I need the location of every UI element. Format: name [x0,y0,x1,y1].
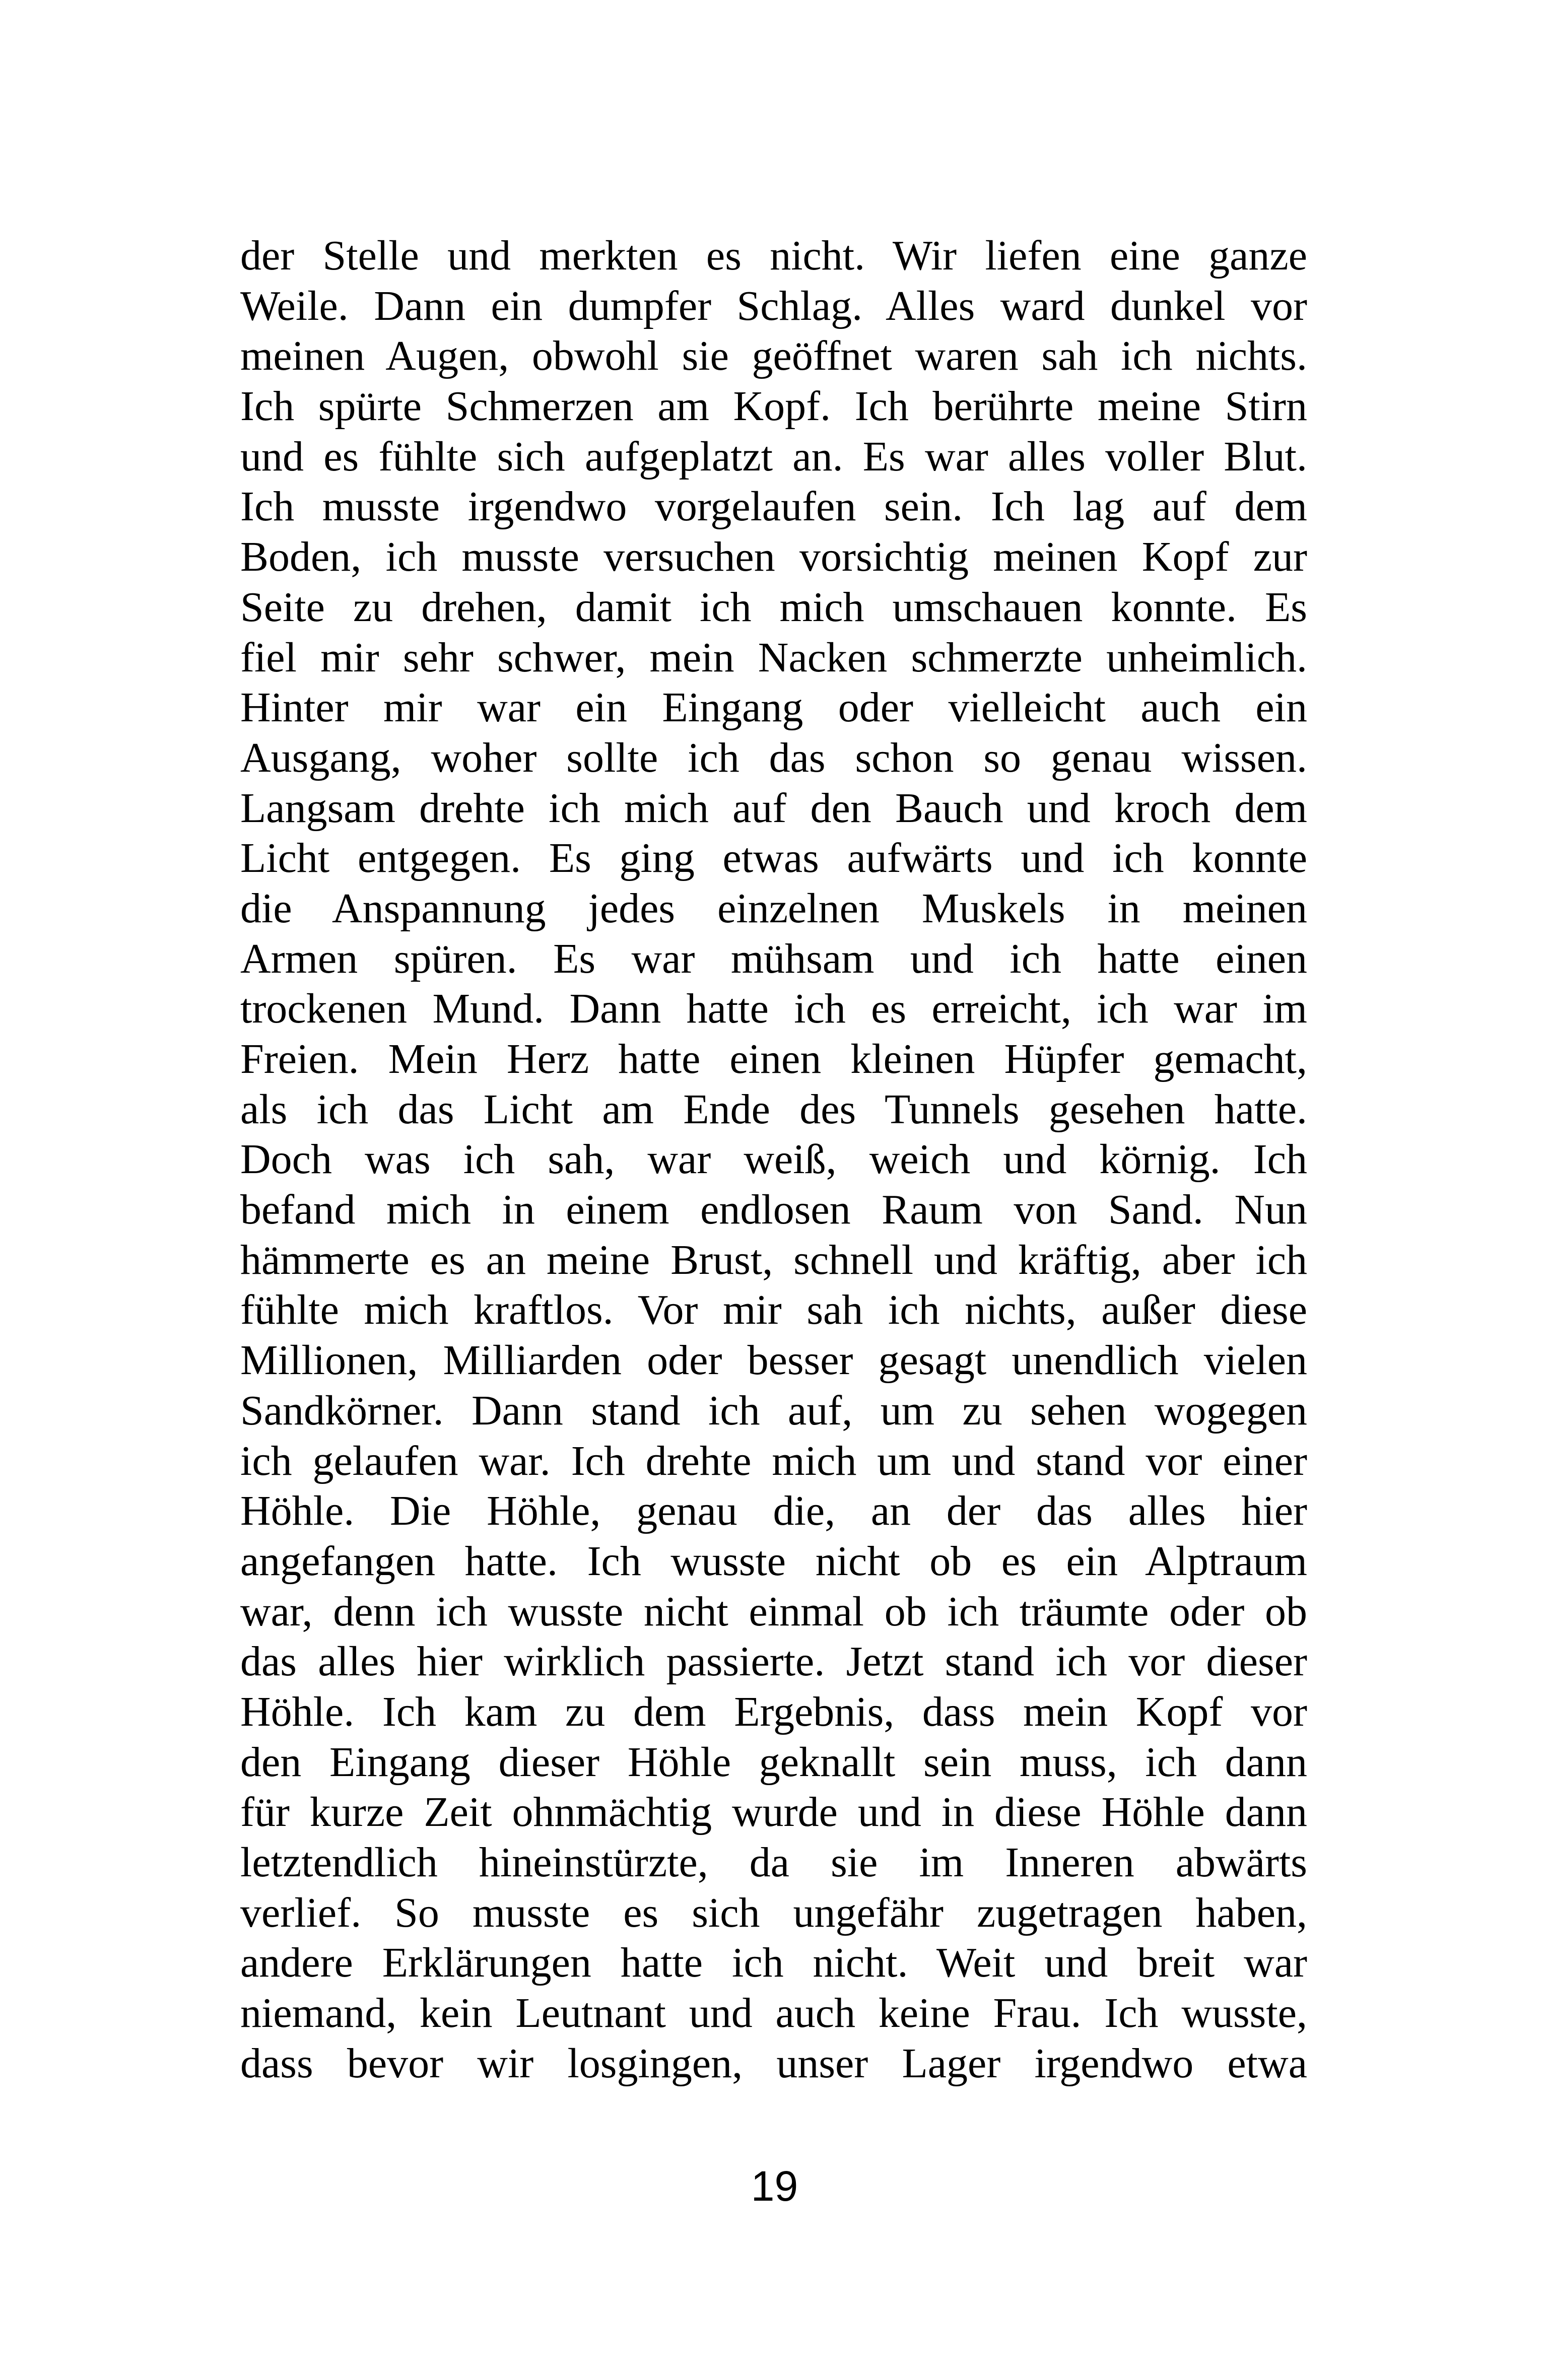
text-line: niemand, kein Leutnant und auch keine Frau. Ich wusste, [240,1990,1307,2037]
text-line: verlief. So musste es sich ungefähr zugetragen haben, [240,1889,1307,1936]
text-line: meinen Augen, obwohl sie geöffnet waren sah ich nichts. [240,332,1307,380]
text-line: fühlte mich kraftlos. Vor mir sah ich nichts, außer diese [240,1286,1307,1334]
text-line: Freien. Mein Herz hatte einen kleinen Hüpfer gemacht, [240,1036,1307,1082]
text-line: ich gelaufen war. Ich drehte mich um und stand vor einer [240,1437,1307,1484]
text-line: Ich spürte Schmerzen am Kopf. Ich berührte meine Stirn [240,383,1307,430]
text-line: befand mich in einem endlosen Raum von Sand. Nun [240,1186,1307,1234]
text-line: andere Erklärungen hatte ich nicht. Weit und breit war [240,1939,1307,1987]
text-line: Hinter mir war ein Eingang oder vielleicht auch ein [240,684,1307,731]
text-line: letztendlich hineinstürzte, da sie im Inneren abwärts [240,1839,1307,1886]
text-line: Höhle. Ich kam zu dem Ergebnis, dass mein Kopf vor [240,1688,1307,1735]
text-line: den Eingang dieser Höhle geknallt sein muss, ich dann [240,1738,1307,1786]
text-line: Doch was ich sah, war weiß, weich und körnig. Ich [240,1136,1307,1183]
text-line: Armen spüren. Es war mühsam und ich hatte einen [240,935,1307,982]
text-line: Ausgang, woher sollte ich das schon so genau wissen. [240,734,1307,781]
text-line: dass bevor wir losgingen, unser Lager irgendwo etwa [240,2039,1307,2087]
text-line: als ich das Licht am Ende des Tunnels gesehen hatte. [240,1085,1307,1133]
text-line: Sandkörner. Dann stand ich auf, um zu sehen wogegen [240,1387,1307,1434]
text-line: angefangen hatte. Ich wusste nicht ob es ein Alptraum [240,1537,1307,1585]
text-line: Boden, ich musste versuchen vorsichtig meinen Kopf zur [240,533,1307,581]
body-text [240,231,1307,2088]
text-line: Licht entgegen. Es ging etwas aufwärts und ich konnte [240,835,1307,882]
text-line: für kurze Zeit ohnmächtig wurde und in diese Höhle dann [240,1789,1307,1836]
text-line: Seite zu drehen, damit ich mich umschauen konnte. Es [240,583,1307,631]
text-line: fiel mir sehr schwer, mein Nacken schmerzte unheimlich. [240,634,1307,681]
text-line: Weile. Dann ein dumpfer Schlag. Alles ward dunkel vor [240,282,1307,329]
text-line: trockenen Mund. Dann hatte ich es erreicht, ich war im [240,985,1307,1033]
text-line: die Anspannung jedes einzelnen Muskels in meinen [240,885,1307,932]
text-line: der Stelle und merkten es nicht. Wir liefen eine ganze [240,232,1307,279]
text-line: Höhle. Die Höhle, genau die, an der das alles hier [240,1487,1307,1535]
text-line: war, denn ich wusste nicht einmal ob ich träumte oder ob [240,1588,1307,1635]
text-line: Langsam drehte ich mich auf den Bauch und kroch dem [240,784,1307,832]
page-number: 19 [751,2162,798,2210]
text-line: Ich musste irgendwo vorgelaufen sein. Ich lag auf dem [240,483,1307,530]
text-line: das alles hier wirklich passierte. Jetzt stand ich vor dieser [240,1638,1307,1685]
text-line: und es fühlte sich aufgeplatzt an. Es war alles voller Blut. [240,433,1307,480]
text-line: Millionen, Milliarden oder besser gesagt unendlich vielen [240,1337,1307,1384]
text-line: hämmerte es an meine Brust, schnell und kräftig, aber ich [240,1236,1307,1283]
